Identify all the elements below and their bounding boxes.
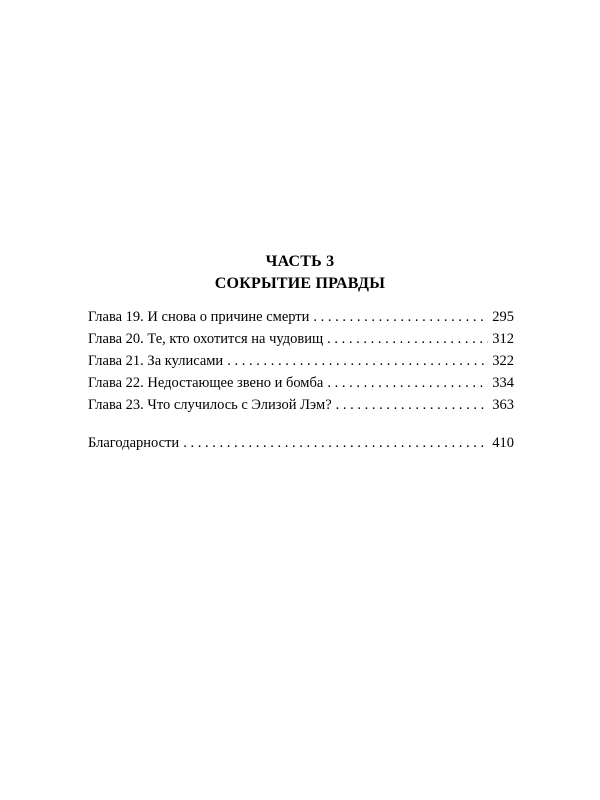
toc-dot-leader [327, 372, 488, 394]
toc-entry-chapter-23 [88, 394, 514, 416]
toc-entry-title: Глава 20. Те, кто охотится на чудовищ [88, 331, 324, 347]
toc-entry-page: 363 [492, 397, 514, 413]
toc-entry-acknowledgements [88, 432, 514, 454]
toc-entry-title: Глава 23. Что случилось с Элизой Лэм? [88, 397, 332, 413]
toc-spacer [88, 416, 514, 432]
toc-entry-chapter-20 [88, 328, 514, 350]
part-title: СОКРЫТИЕ ПРАВДЫ [214, 275, 386, 292]
toc-entry-page: 322 [492, 353, 514, 369]
toc-entry-title: Глава 22. Недостающее звено и бомба [88, 375, 324, 391]
toc-dot-leader [183, 432, 488, 454]
toc-entry-page: 295 [492, 309, 514, 325]
part-heading [0, 251, 600, 295]
table-of-contents [88, 306, 514, 454]
toc-entry-chapter-19 [88, 306, 514, 328]
toc-dot-leader [327, 328, 488, 350]
toc-dot-leader [336, 394, 489, 416]
toc-dot-leader [313, 306, 488, 328]
toc-entry-chapter-22 [88, 372, 514, 394]
part-number: ЧАСТЬ 3 [265, 253, 335, 270]
toc-entry-title: Благодарности [88, 435, 180, 451]
toc-entry-title: Глава 21. За кулисами [88, 353, 224, 369]
toc-entry-chapter-21 [88, 350, 514, 372]
toc-entry-page: 410 [492, 435, 514, 451]
toc-entry-page: 334 [492, 375, 514, 391]
toc-dot-leader [227, 350, 488, 372]
toc-entry-title: Глава 19. И снова о причине смерти [88, 309, 310, 325]
toc-entry-page: 312 [492, 331, 514, 347]
